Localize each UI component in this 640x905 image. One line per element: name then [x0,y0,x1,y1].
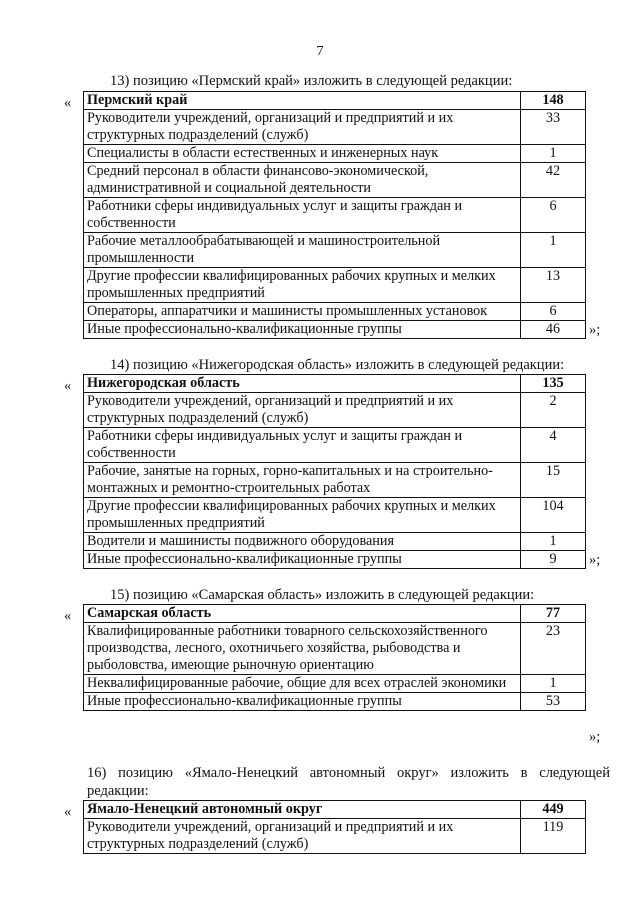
row-label: Неквалифицированные рабочие, общие для всех отраслей экономики [84,675,521,693]
section-15-open-quote: « [64,608,72,624]
row-label: Рабочие, занятые на горных, горно-капитальных и на строительно-монтажных и ремонтно-строительных работах [84,463,521,498]
row-value: 1 [521,533,586,551]
row-label: Водители и машинисты подвижного оборудования [84,533,521,551]
row-label: Другие профессии квалифицированных рабочих крупных и мелких промышленных предприятий [84,268,521,303]
table-row [84,463,586,498]
row-label: Иные профессионально-квалификационные группы [84,551,521,569]
row-value: 46 [521,321,586,339]
row-value: 1 [521,145,586,163]
row-value: 1 [521,233,586,268]
table-row [84,198,586,233]
region-name: Ямало-Ненецкий автономный округ [84,801,521,819]
row-value: 6 [521,303,586,321]
section-15-intro: 15) позицию «Самарская область» изложить в следующей редакции: [110,587,535,603]
row-label: Руководители учреждений, организаций и предприятий и их структурных подразделений (служб) [84,393,521,428]
region-total: 449 [521,801,586,819]
row-label: Работники сферы индивидуальных услуг и защиты граждан и собственности [84,198,521,233]
table-header-row [84,801,586,819]
table-row [84,321,586,339]
row-label: Средний персонал в области финансово-экономической, административной и социальной деятельности [84,163,521,198]
table-header-row [84,375,586,393]
row-label: Специалисты в области естественных и инженерных наук [84,145,521,163]
region-name: Пермский край [84,92,521,110]
region-total: 77 [521,605,586,623]
row-label: Рабочие металлообрабатывающей и машиностроительной промышленности [84,233,521,268]
table-row [84,533,586,551]
section-14-intro: 14) позицию «Нижегородская область» изложить в следующей редакции: [110,357,565,373]
table-row [84,233,586,268]
row-label: Квалифицированные работники товарного сельскохозяйственного производства, лесного, охотничьего хозяйства, рыбоводства и рыболовства, имеющие рыночную ориентацию [84,623,521,675]
page-number: 7 [316,44,324,59]
section-13-close-quote: »; [589,322,601,338]
region-name: Нижегородская область [84,375,521,393]
row-value: 15 [521,463,586,498]
row-value: 119 [521,819,586,854]
table-row [84,551,586,569]
section-16-intro-continuation: редакции: [87,783,149,799]
region-name: Самарская область [84,605,521,623]
table-row [84,498,586,533]
section-15-close-quote: »; [589,729,601,745]
table-row [84,163,586,198]
row-value: 33 [521,110,586,145]
row-value: 1 [521,675,586,693]
row-value: 2 [521,393,586,428]
row-value: 42 [521,163,586,198]
row-value: 9 [521,551,586,569]
row-value: 23 [521,623,586,675]
row-value: 104 [521,498,586,533]
row-label: Работники сферы индивидуальных услуг и защиты граждан и собственности [84,428,521,463]
section-15-table [83,604,586,711]
section-13-intro: 13) позицию «Пермский край» изложить в следующей редакции: [110,73,513,89]
row-value: 6 [521,198,586,233]
table-row [84,819,586,854]
table-row [84,393,586,428]
table-row [84,623,586,675]
region-total: 135 [521,375,586,393]
section-13-open-quote: « [64,95,72,111]
row-label: Другие профессии квалифицированных рабочих крупных и мелких промышленных предприятий [84,498,521,533]
section-14-open-quote: « [64,378,72,394]
row-label: Операторы, аппаратчики и машинисты промышленных установок [84,303,521,321]
section-16-intro: 16) позицию «Ямало-Ненецкий автономный округ» изложить в следующей [87,765,610,781]
row-label: Иные профессионально-квалификационные группы [84,693,521,711]
table-row [84,303,586,321]
section-16-table [83,800,586,854]
section-14-close-quote: »; [589,552,601,568]
table-header-row [84,605,586,623]
section-14-table [83,374,586,569]
table-row [84,428,586,463]
region-total: 148 [521,92,586,110]
table-row [84,110,586,145]
table-row [84,145,586,163]
row-label: Руководители учреждений, организаций и предприятий и их структурных подразделений (служб) [84,819,521,854]
section-16-open-quote: « [64,804,72,820]
table-row [84,675,586,693]
row-value: 53 [521,693,586,711]
row-label: Руководители учреждений, организаций и предприятий и их структурных подразделений (служб) [84,110,521,145]
row-value: 4 [521,428,586,463]
table-row [84,693,586,711]
row-value: 13 [521,268,586,303]
table-row [84,268,586,303]
row-label: Иные профессионально-квалификационные группы [84,321,521,339]
table-header-row [84,92,586,110]
section-13-table [83,91,586,339]
